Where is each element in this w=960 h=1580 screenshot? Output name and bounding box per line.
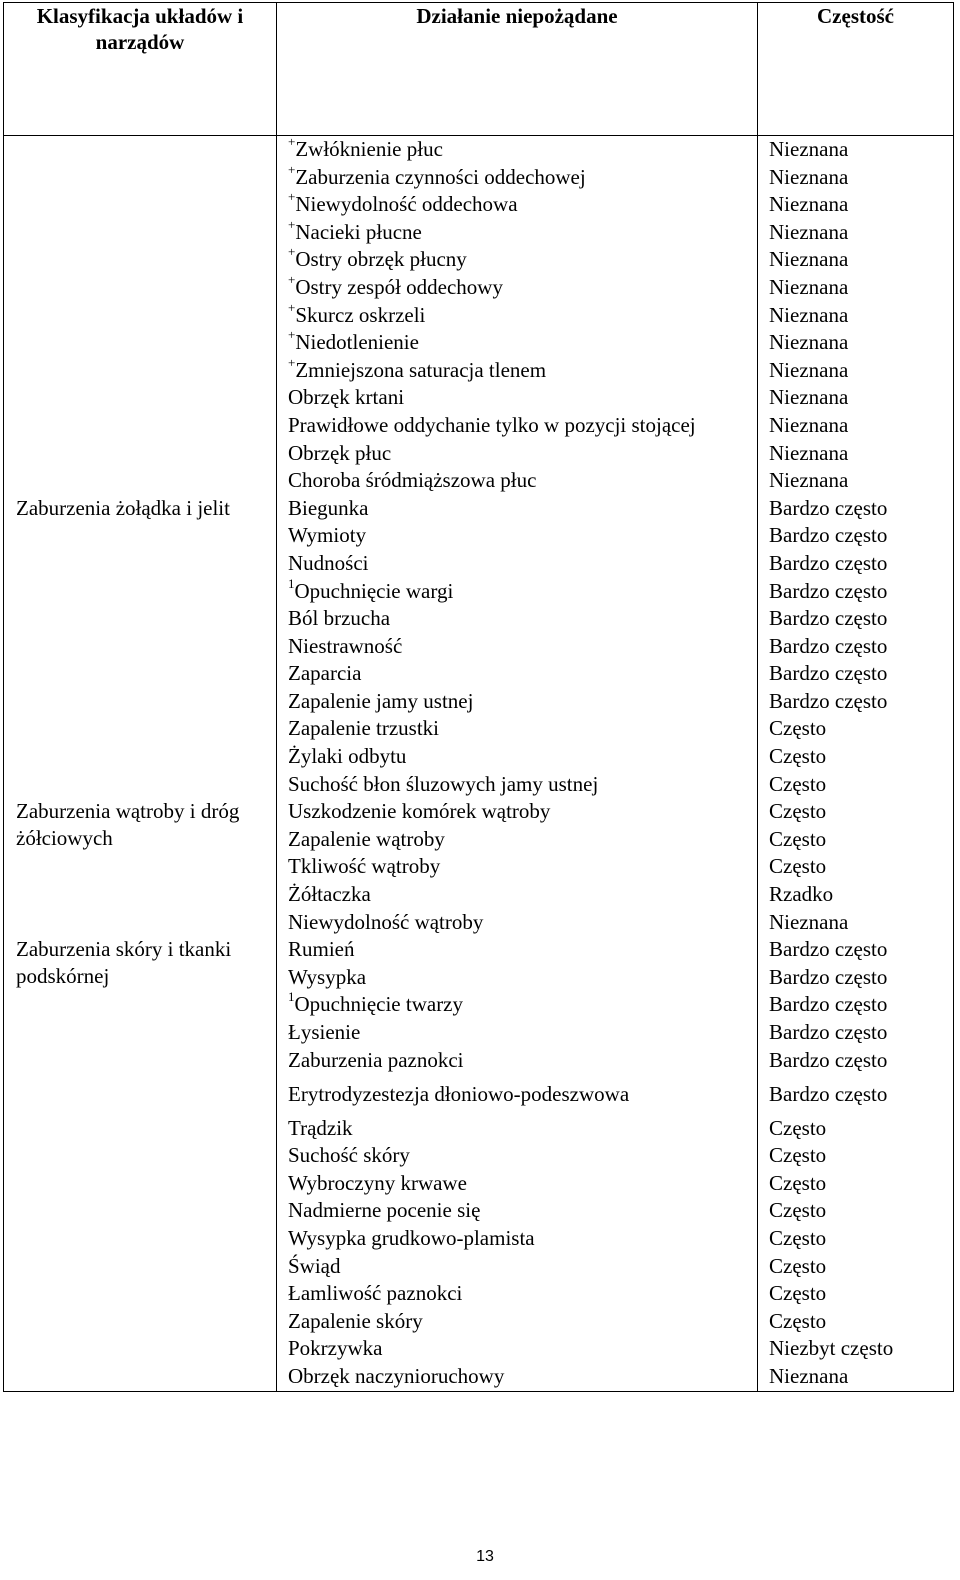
frequency-item: Często [769,744,827,769]
effect-item [288,271,757,302]
effect-text: Zapalenie trzustki [288,716,440,741]
frequency-item: Bardzo często [769,523,888,548]
frequency-item: Często [769,1253,827,1278]
effect-text: Wysypka grudkowo-plamista [288,1225,535,1250]
footnote-marker: + [288,216,296,232]
effect-text: Niewydolność wątroby [288,909,484,934]
effect-text: Nadmierne pocenie się [288,1198,481,1223]
effect-item [288,964,757,992]
footnote-marker: + [288,161,296,177]
effect-text: Zapalenie jamy ustnej [288,688,474,713]
effect-text: Zaparcia [288,661,362,686]
adverse-effects-table [3,2,954,1392]
effect-text: Pokrzywka [288,1336,383,1361]
effect-item [288,936,757,964]
effect-text: Tkliwość wątroby [288,854,441,879]
frequency-item: Często [769,1170,827,1195]
effect-item [288,495,757,523]
effect-item [288,299,757,330]
effect-item [288,826,757,854]
header-frequency: Częstość [758,3,954,136]
footnote-marker: 1 [288,989,295,1005]
effect-text: Obrzęk płuc [288,440,392,465]
category-label: Zaburzenia wątroby i dróg żółciowych [16,799,240,851]
frequency-item: Nieznana [769,137,849,161]
frequency-item: Nieznana [769,247,849,272]
effect-item [288,853,757,881]
frequency-item: Nieznana [769,274,849,299]
effect-item [288,1308,757,1336]
effect-item [288,1335,757,1363]
footnote-marker: + [288,327,296,343]
effect-text: Nacieki płucne [295,219,422,244]
category-label: Zaburzenia żołądka i jelit [16,495,230,520]
frequency-item: Nieznana [769,909,849,934]
frequency-item: Często [769,1143,827,1168]
frequency-item: Nieznana [769,164,849,189]
effect-text: Choroba śródmiąższowa płuc [288,468,537,493]
effect-item [288,354,757,385]
frequency-column [758,136,954,1392]
footnote-marker: + [288,271,296,287]
frequency-item: Nieznana [769,302,849,327]
frequency-item: Bardzo często [769,495,888,520]
footnote-marker: + [288,244,296,260]
effect-text: Rumień [288,937,355,962]
effect-item [288,1280,757,1308]
frequency-item: Bardzo często [769,661,888,686]
frequency-item: Nieznana [769,468,849,493]
frequency-item: Bardzo często [769,606,888,631]
effect-item [288,1170,757,1198]
frequency-item: Często [769,799,827,824]
effect-text: Łamliwość paznokci [288,1281,463,1306]
frequency-item: Nieznana [769,192,849,217]
effect-item [288,384,757,412]
effect-text: Żylaki odbytu [288,744,407,769]
effect-text: Nudności [288,550,369,575]
frequency-item: Nieznana [769,330,849,355]
effect-text: Suchość skóry [288,1143,410,1168]
effect-item [288,522,757,550]
effect-item [288,550,757,578]
effect-text: Biegunka [288,495,369,520]
effect-item [288,161,757,192]
effect-text: Ostry obrzęk płucny [295,247,467,272]
effect-item [288,881,757,909]
effect-item [288,329,757,357]
frequency-item: Bardzo często [769,1020,888,1044]
effect-item [288,1142,757,1170]
frequency-item: Bardzo często [769,578,888,603]
page-number: 13 [476,1548,494,1565]
effect-text: Zaburzenia paznokci [288,1047,464,1072]
effect-item [288,633,757,661]
effect-item [288,743,757,771]
effect-text: Trądzik [288,1115,353,1140]
effect-text: Łysienie [288,1020,361,1044]
effect-text: Opuchnięcie wargi [294,578,454,603]
effect-item [288,605,757,633]
header-effect: Działanie niepożądane [277,3,758,136]
frequency-item: Bardzo często [769,1047,888,1072]
effect-item [288,715,757,743]
effect-text: Erytrodyzestezja dłoniowo-podeszwowa [288,1081,630,1106]
frequency-item: Nieznana [769,412,849,437]
effect-column [277,136,758,1392]
footnote-marker: + [288,299,296,315]
frequency-item: Bardzo często [769,937,888,962]
effect-item [288,798,757,826]
effect-item [288,467,757,495]
effect-text: Opuchnięcie twarzy [294,992,464,1017]
effect-text: Żółtaczka [288,882,371,907]
frequency-item: Nieznana [769,1363,849,1388]
effect-text: Niewydolność oddechowa [295,192,518,217]
effect-text: Suchość błon śluzowych jamy ustnej [288,771,599,796]
effect-text: Zmniejszona saturacja tlenem [295,357,547,382]
effect-item [288,246,757,274]
effect-text: Obrzęk naczynioruchowy [288,1363,505,1388]
effect-text: Ból brzucha [288,606,391,631]
effect-item [288,216,757,247]
effect-item [288,1363,757,1391]
effect-text: Zapalenie skóry [288,1308,423,1333]
footnote-marker: + [288,134,296,149]
frequency-item: Bardzo często [769,688,888,713]
frequency-item: Często [769,1115,827,1140]
category-column [4,136,277,1392]
frequency-item: Często [769,826,827,851]
effect-text: Prawidłowe oddychanie tylko w pozycji stojącej [288,412,696,437]
effect-text: Obrzęk krtani [288,385,405,410]
frequency-item: Często [769,854,827,879]
effect-item [288,191,757,219]
effect-item [288,412,757,440]
frequency-item: Często [769,1308,827,1333]
effect-text: Uszkodzenie komórek wątroby [288,799,551,824]
effect-item [288,136,757,164]
effect-text: Świąd [288,1253,341,1278]
effect-text: Zwłóknienie płuc [295,137,443,161]
effect-item [288,1225,757,1253]
effect-item [288,1115,757,1143]
effect-item [288,1019,757,1047]
frequency-item: Bardzo często [769,992,888,1017]
frequency-item: Często [769,1198,827,1223]
effect-item [288,771,757,799]
frequency-item: Niezbyt często [769,1336,894,1361]
frequency-item: Bardzo często [769,964,888,989]
frequency-item: Nieznana [769,357,849,382]
effect-item [288,660,757,688]
effect-text: Skurcz oskrzeli [295,302,426,327]
category-label: Zaburzenia skóry i tkanki podskórnej [16,937,232,989]
header-category: Klasyfikacja układów i narządów [4,3,277,136]
effect-text: Wybroczyny krwawe [288,1170,467,1195]
effect-item [288,440,757,468]
table-header-row [4,3,954,136]
footnote-marker: + [288,354,296,370]
table-body-row [4,136,954,1392]
effect-text: Niedotlenienie [295,330,419,355]
effect-item [288,1081,757,1115]
effect-text: Ostry zespół oddechowy [295,274,503,299]
effect-text: Wymioty [288,523,367,548]
frequency-item: Bardzo często [769,633,888,658]
effect-item [288,1047,757,1081]
effect-text: Zapalenie wątroby [288,826,445,851]
frequency-item: Nieznana [769,440,849,465]
frequency-item: Nieznana [769,385,849,410]
effect-item [288,1197,757,1225]
frequency-item: Bardzo często [769,1081,888,1106]
frequency-item: Rzadko [769,882,834,907]
frequency-item: Nieznana [769,219,849,244]
effect-text: Wysypka [288,964,367,989]
frequency-item: Często [769,771,827,796]
effect-text: Zaburzenia czynności oddechowej [295,164,586,189]
effect-item [288,1253,757,1281]
effect-item [288,688,757,716]
frequency-item: Często [769,716,827,741]
frequency-item: Często [769,1225,827,1250]
effect-item [288,575,757,606]
effect-item [288,909,757,937]
effect-item [288,991,757,1019]
frequency-item: Często [769,1281,827,1306]
footnote-marker: 1 [288,575,295,591]
effect-text: Niestrawność [288,633,403,658]
frequency-item: Bardzo często [769,550,888,575]
footnote-marker: + [288,189,296,205]
